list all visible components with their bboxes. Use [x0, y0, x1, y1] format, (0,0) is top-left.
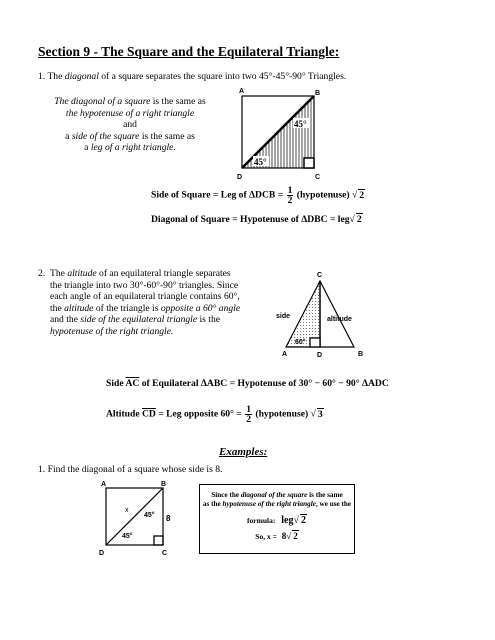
vertex-d: D: [99, 550, 105, 557]
right-angle-mark: [154, 536, 163, 545]
item2-formula-1: [106, 378, 389, 389]
answer-label: So, x =: [255, 532, 277, 541]
text-part: diagonal: [64, 71, 99, 82]
item2-text: [50, 268, 240, 337]
example-square-diagram: [92, 478, 182, 558]
item1-note: [50, 96, 210, 154]
radicand: 2: [356, 214, 362, 225]
text-line: hypotenuse of the right triangle.: [50, 325, 174, 337]
vertex-c: C: [162, 550, 168, 557]
vertex-b: B: [315, 90, 321, 97]
radicand: 2: [359, 189, 365, 201]
formula-text: Diagonal of Square = Hypotenuse of ΔDBC = leg: [151, 214, 350, 225]
altitude-label: altitude: [327, 316, 352, 323]
square-diagram: [226, 84, 336, 184]
vertex-c: C: [315, 174, 321, 181]
radicand: 2: [293, 531, 298, 541]
vertex-a: A: [282, 351, 288, 358]
formula-text: Side: [106, 378, 124, 389]
formula-text: Side of Square = Leg of ΔDCB =: [151, 189, 284, 201]
frac-den: 2: [246, 414, 251, 425]
formula-leg: leg: [281, 515, 294, 526]
text-line: The altitude of an equilateral triangle separates: [50, 268, 231, 279]
question-text: Find the diagonal of a square whose side is 8.: [47, 464, 223, 475]
vertex-c: C: [317, 272, 323, 279]
text-line: each angle of an equilateral triangle contains 60°,: [50, 291, 240, 302]
radicand: 2: [300, 515, 306, 526]
solution-line: Since the diagonal of the square is the same: [211, 491, 343, 499]
frac-num: 1: [287, 185, 293, 196]
formula-text: (hypotenuse): [296, 189, 350, 201]
right-angle-mark: [304, 158, 314, 168]
triangle-diagram: [270, 268, 390, 360]
text-line: and the side of the equilateral triangle is the: [50, 314, 221, 325]
example1-question: [38, 464, 222, 476]
side-label: side: [276, 313, 291, 320]
fraction: [245, 405, 252, 424]
angle-bottom-label: 45°: [122, 533, 133, 540]
fraction: [287, 186, 294, 205]
note-line: The diagonal of a square is the same as: [54, 96, 206, 107]
vertex-a: A: [101, 481, 107, 488]
item-number: 1.: [38, 71, 46, 82]
note-line: the hypotenuse of a right triangle: [65, 107, 195, 119]
note-line: a side of the square is the same as: [65, 130, 195, 142]
vertex-b: B: [161, 481, 167, 488]
formula-text: = Leg opposite 60° =: [158, 408, 242, 420]
note-line: and: [123, 119, 137, 130]
segment: $\overline{CD}$: [141, 408, 156, 420]
text-part: The: [47, 71, 63, 82]
solution-explanation: [200, 491, 354, 509]
angle-top-label: 45°: [294, 119, 307, 129]
solution-formula: formula: leg√ 2: [247, 515, 306, 526]
formula-text: Altitude: [106, 408, 140, 420]
formula-text: of Equilateral ΔABC = Hypotenuse of 30° − 60° − 90° ΔADC: [141, 378, 389, 389]
examples-heading: Examples:: [219, 446, 268, 458]
item-number: 1.: [38, 464, 46, 475]
vertex-b: B: [358, 351, 364, 358]
item2-formula-2: Altitude $\overline{CD}$ = Leg opposite 60° = $\frac{1}{2}$ (hypotenuse) √ 3: [106, 404, 323, 425]
frac-den: 2: [287, 195, 293, 206]
formula-text: (hypotenuse): [255, 408, 309, 420]
vertex-d: D: [237, 174, 243, 181]
item1-intro: [38, 71, 346, 83]
right-angle-mark: [310, 338, 320, 347]
angle-label: 60°: [295, 339, 306, 346]
item1-formula-2: Diagonal of Square = Hypotenuse of ΔDBC = leg√ 2: [151, 214, 362, 225]
angle-top-label: 45°: [144, 512, 155, 519]
solution-line: as the hypotenuse of the right triangle, we use the: [202, 500, 352, 508]
solution-answer: So, x = 8√ 2: [255, 531, 298, 541]
segment: $\overline{AC}$: [125, 378, 140, 389]
vertex-d: D: [317, 352, 323, 359]
item1-formula-1: Side of Square = Leg of ΔDCB = $\frac{1}{2}$ (hypotenuse) √ 2: [151, 185, 365, 206]
frac-num: 1: [246, 404, 251, 415]
angle-bottom-label: 45°: [254, 157, 267, 167]
vertex-a: A: [239, 88, 245, 95]
text-line: the triangle into two 30°-60°-90° triangles. Since: [50, 279, 239, 291]
text-part: of a square separates the square into two 45°-45°-90° Triangles.: [101, 71, 347, 82]
solution-box: [199, 484, 355, 554]
x-label: x: [125, 507, 129, 514]
answer-coef: 8: [281, 531, 287, 541]
side-length-label: 8: [166, 514, 171, 523]
note-line: a leg of a right triangle.: [84, 142, 176, 153]
section-title: Section 9 - The Square and the Equilateral Triangle:: [38, 44, 340, 59]
text-line: the altitude of the triangle is opposite a 60° angle: [50, 302, 241, 314]
radicand: 3: [317, 408, 323, 420]
item2-number: 2.: [38, 268, 46, 279]
formula-label: formula:: [247, 516, 276, 525]
